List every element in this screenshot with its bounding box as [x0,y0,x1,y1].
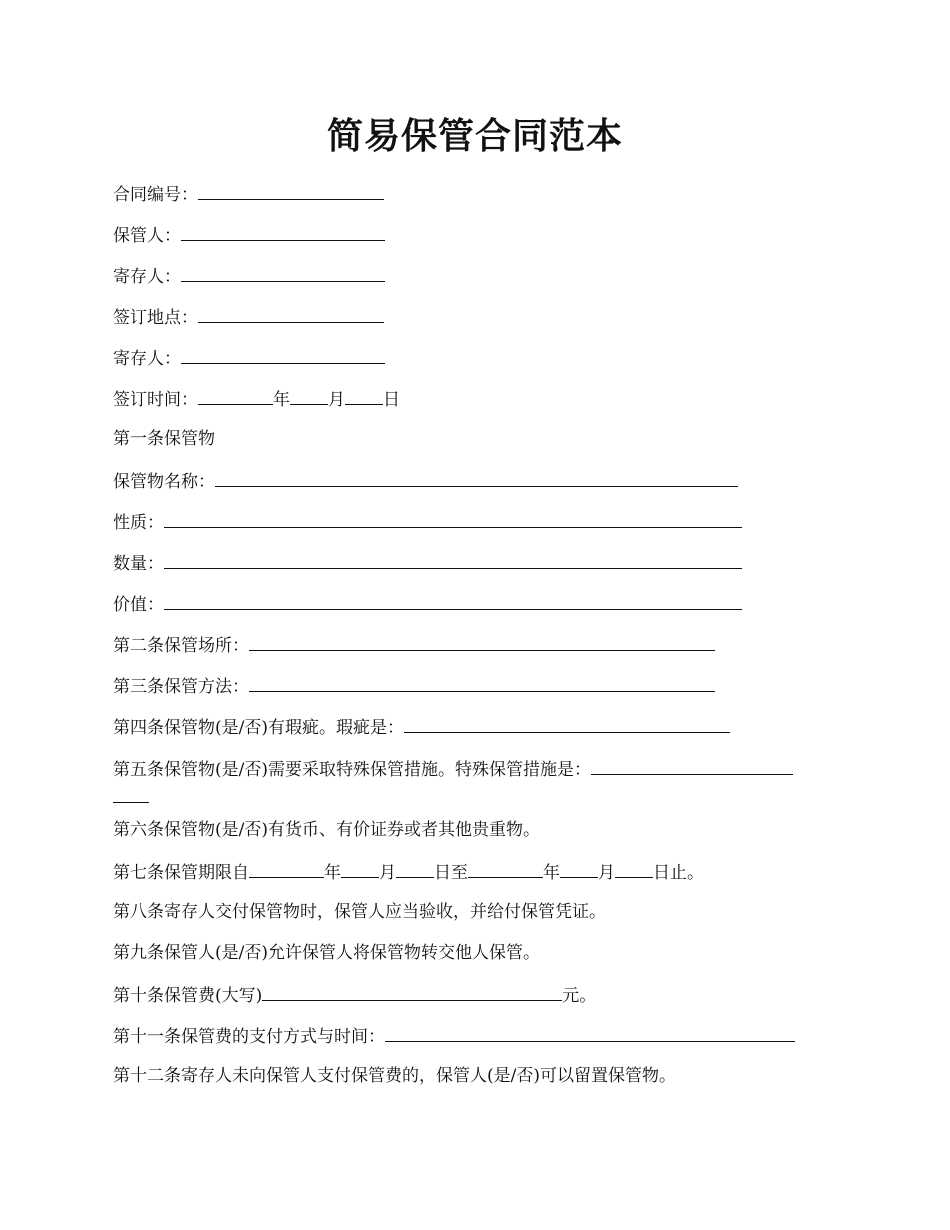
article-10-suffix: 元。 [562,986,597,1006]
custodian-blank [181,223,385,241]
end-month-blank [560,860,598,878]
value-blank [164,592,742,610]
custodian-line [113,223,385,247]
fee-amount-blank [262,983,562,1001]
article-10-line [113,983,596,1007]
start-year-blank [249,860,324,878]
end-month-label: 月 [598,863,615,883]
article-4-label: 第四条保管物(是/否)有瑕疵。瑕疵是： [113,718,404,738]
depositor-line [113,264,385,288]
article-7-line [113,860,704,884]
sign-time-line [113,387,400,411]
start-day-blank [396,860,434,878]
year-blank [198,387,273,405]
depositor-label: 寄存人： [113,267,181,287]
article-6-line: 第六条保管物(是/否)有货币、有价证券或者其他贵重物。 [113,820,540,840]
quantity-line [113,551,742,575]
article-10-prefix: 第十条保管费(大写) [113,986,263,1006]
depositor-line-2 [113,346,385,370]
start-month-label: 月 [379,863,396,883]
nature-line [113,510,742,534]
contract-number-line [113,182,384,206]
quantity-blank [164,551,742,569]
article-8-line: 第八条寄存人交付保管物时，保管人应当验收，并给付保管凭证。 [113,902,606,922]
article-7-prefix: 第七条保管期限自 [113,863,249,883]
storage-method-blank [249,674,715,692]
contract-number-label: 合同编号： [113,185,198,205]
article-7-to: 日至 [434,863,468,883]
special-measure-blank [591,757,793,775]
depositor-label-2: 寄存人： [113,349,181,369]
end-year-blank [468,860,543,878]
year-label: 年 [273,390,290,410]
depositor-blank [181,264,385,282]
defect-blank [404,715,730,733]
article-9-line: 第九条保管人(是/否)允许保管人将保管物转交他人保管。 [113,943,540,963]
article-4-line [113,715,730,739]
nature-blank [164,510,742,528]
depositor-blank-2 [181,346,385,364]
document-title: 简易保管合同范本 [326,115,623,157]
storage-place-blank [249,633,715,651]
day-label: 日 [383,390,400,410]
sign-place-label: 签订地点： [113,308,198,328]
custodian-label: 保管人： [113,226,181,246]
month-label: 月 [328,390,345,410]
sign-place-line [113,305,384,329]
item-name-blank [215,469,738,487]
item-name-line [113,469,738,493]
contract-number-blank [198,182,384,200]
article-11-line [113,1024,795,1048]
start-year-label: 年 [324,863,341,883]
value-label: 价值： [113,595,164,615]
article-3-label: 第三条保管方法： [113,677,249,697]
nature-label: 性质： [113,513,164,533]
article-3-line [113,674,715,698]
sign-time-label: 签订时间： [113,390,198,410]
item-name-label: 保管物名称： [113,472,215,492]
start-month-blank [341,860,379,878]
sign-place-blank [198,305,384,323]
article-7-end: 日止。 [653,863,704,883]
end-year-label: 年 [543,863,560,883]
special-measure-blank-cont [113,785,149,803]
quantity-label: 数量： [113,554,164,574]
article-11-label: 第十一条保管费的支付方式与时间： [113,1027,385,1047]
value-line [113,592,742,616]
article-5-line [113,756,838,812]
end-day-blank [615,860,653,878]
article-2-label: 第二条保管场所： [113,636,249,656]
article-1-heading: 第一条保管物 [113,429,215,449]
payment-method-blank [385,1024,795,1042]
day-blank [345,387,383,405]
article-2-line [113,633,715,657]
month-blank [290,387,328,405]
article-12-line: 第十二条寄存人未向保管人支付保管费的，保管人(是/否)可以留置保管物。 [113,1066,676,1086]
article-5-label: 第五条保管物(是/否)需要采取特殊保管措施。特殊保管措施是： [113,760,591,780]
